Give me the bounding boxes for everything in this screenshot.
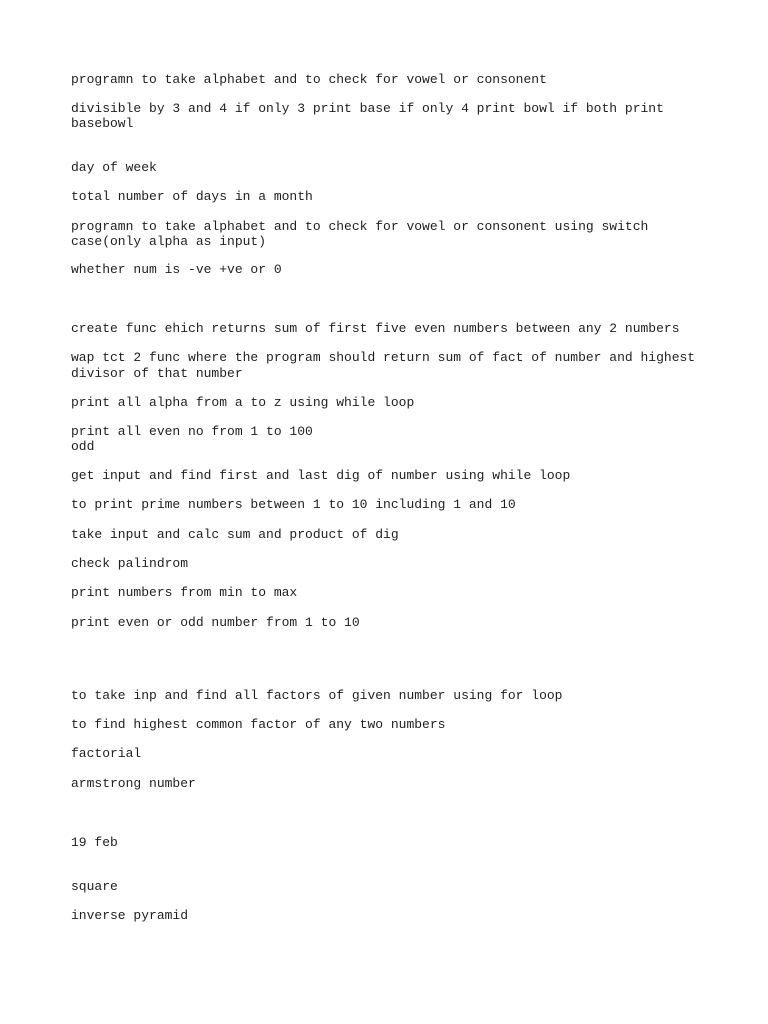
text-line: inverse pyramid	[71, 908, 189, 923]
text-line: divisor of that number	[71, 366, 243, 381]
text-line: odd	[71, 439, 95, 454]
text-line: take input and calc sum and product of dig	[71, 527, 399, 542]
text-line: check palindrom	[71, 556, 189, 571]
text-line: to take inp and find all factors of given number using for loop	[71, 688, 563, 703]
text-line: print all alpha from a to z using while loop	[71, 395, 415, 410]
text-line: wap tct 2 func where the program should return sum of fact of number and highest	[71, 350, 696, 365]
text-line: create func ehich returns sum of first five even numbers between any 2 numbers	[71, 321, 680, 336]
text-line: to find highest common factor of any two numbers	[71, 717, 446, 732]
text-line: square	[71, 879, 118, 894]
text-line: print numbers from min to max	[71, 585, 298, 600]
text-line: programn to take alphabet and to check for vowel or consonent using switch	[71, 219, 649, 234]
text-line: whether num is -ve +ve or 0	[71, 262, 282, 277]
text-line: print even or odd number from 1 to 10	[71, 615, 360, 630]
text-line: day of week	[71, 160, 157, 175]
text-line: case(only alpha as input)	[71, 234, 267, 249]
text-line: basebowl	[71, 116, 134, 131]
text-line: print all even no from 1 to 100	[71, 424, 313, 439]
text-line: factorial	[71, 746, 142, 761]
text-line: programn to take alphabet and to check for vowel or consonent	[71, 72, 547, 87]
text-line: total number of days in a month	[71, 189, 313, 204]
text-line: divisible by 3 and 4 if only 3 print base if only 4 print bowl if both print	[71, 101, 664, 116]
text-line: armstrong number	[71, 776, 196, 791]
text-line: to print prime numbers between 1 to 10 including 1 and 10	[71, 497, 516, 512]
text-line: 19 feb	[71, 835, 118, 850]
text-line: get input and find first and last dig of number using while loop	[71, 468, 571, 483]
